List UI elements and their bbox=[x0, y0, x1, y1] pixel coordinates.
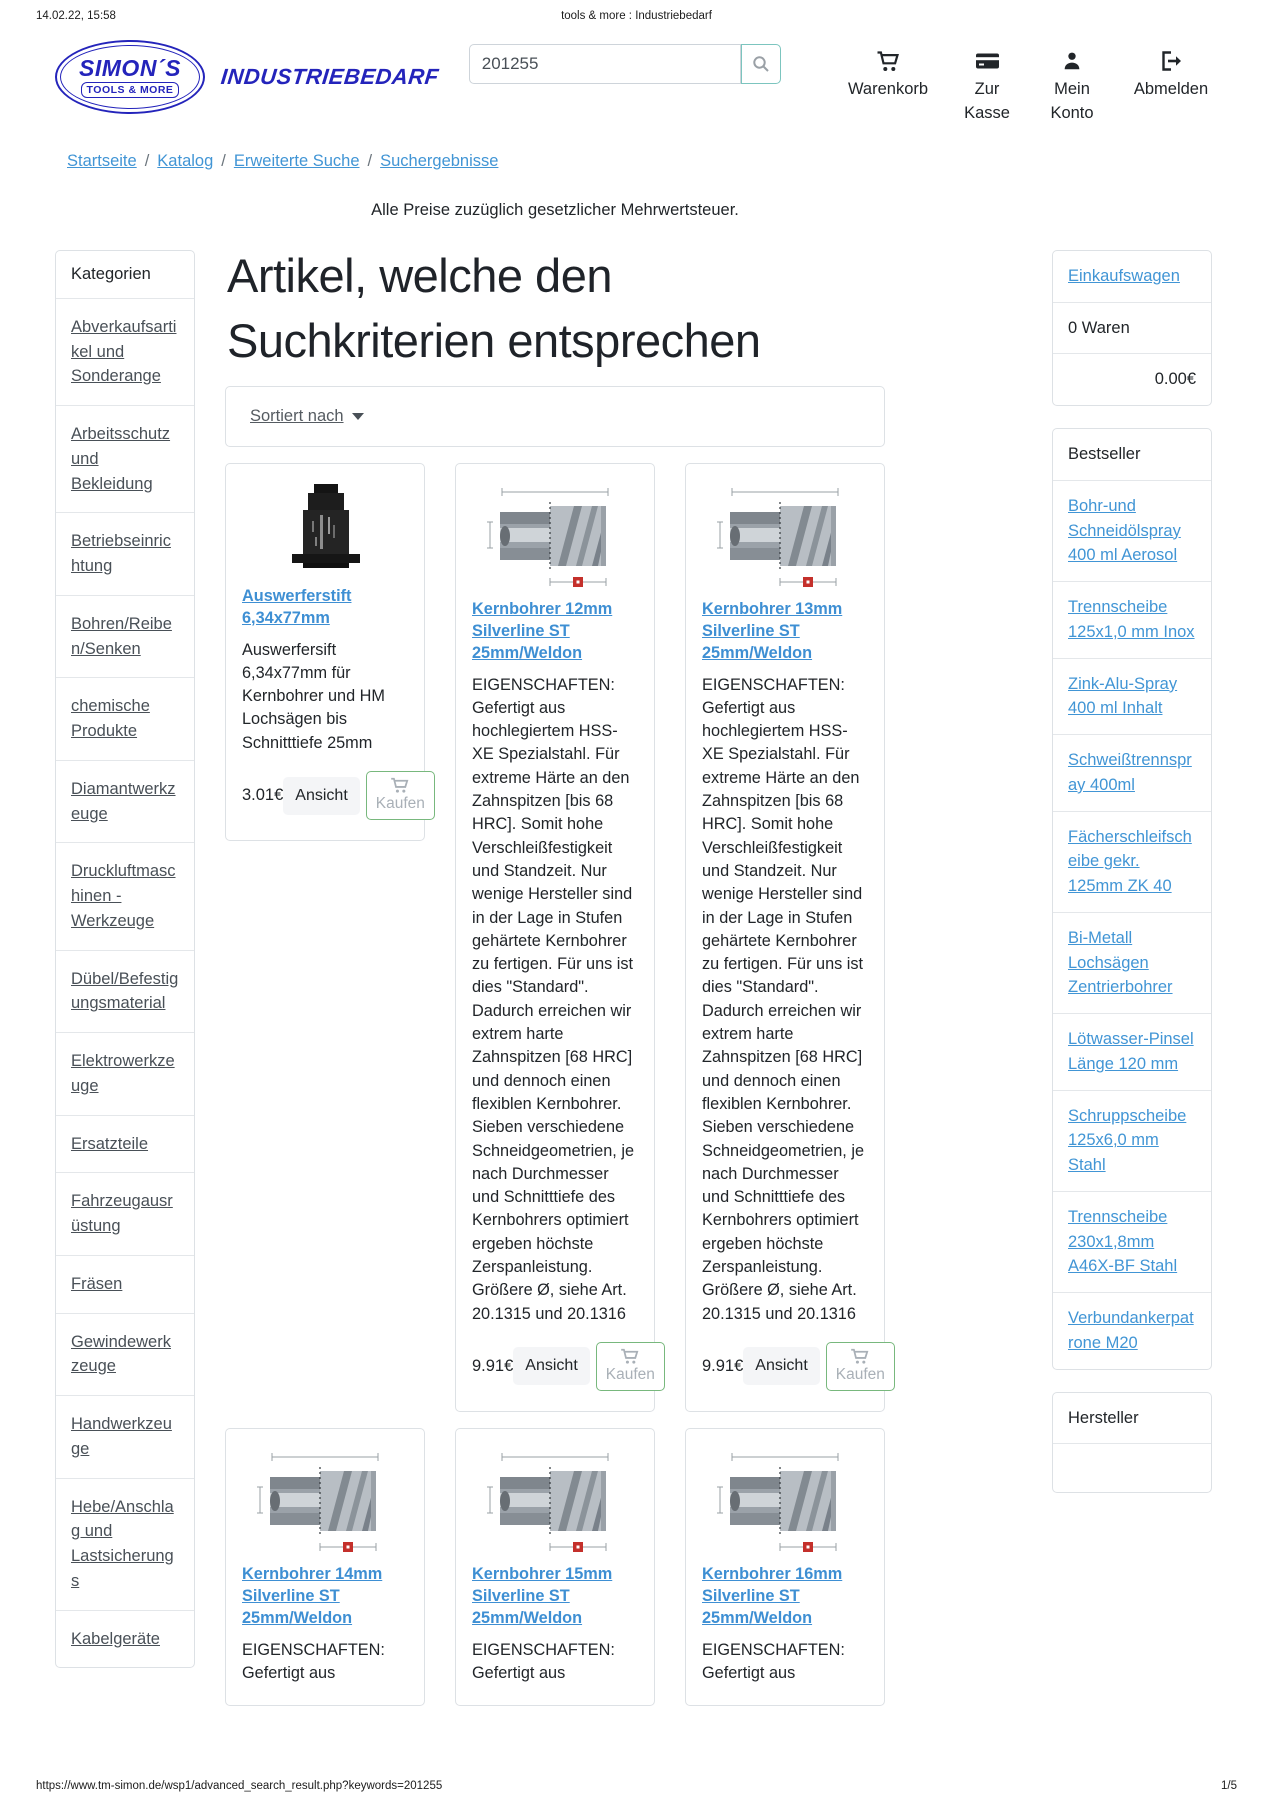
content-columns bbox=[0, 250, 1273, 1707]
cart-icon bbox=[620, 1348, 640, 1365]
nav-account[interactable] bbox=[1041, 48, 1103, 126]
cart-total: 0.00€ bbox=[1154, 370, 1196, 389]
product-actions bbox=[472, 1342, 655, 1391]
results-area bbox=[225, 250, 885, 1707]
category-link[interactable]: Elektrowerkzeuge bbox=[56, 1033, 194, 1116]
logo-wordmark: INDUSTRIEBEDARF bbox=[219, 64, 441, 89]
bestseller-link[interactable]: Bohr-und Schneidölspray 400 ml Aerosol bbox=[1068, 496, 1181, 565]
results-title: Artikel, welche den Suchkriterien entsprechen bbox=[227, 248, 761, 367]
vat-notice: Alle Preise zuzüglich gesetzlicher Mehrwertsteuer. bbox=[371, 200, 739, 219]
product-image[interactable] bbox=[472, 482, 638, 590]
product-card bbox=[455, 463, 655, 1412]
magnifier-icon bbox=[751, 54, 771, 74]
view-button[interactable]: Ansicht bbox=[283, 777, 359, 815]
nav-checkout[interactable] bbox=[959, 48, 1015, 126]
product-price: 3.01€ bbox=[242, 786, 284, 805]
bestseller-title: Bestseller bbox=[1053, 429, 1211, 481]
product-image[interactable] bbox=[702, 1447, 868, 1555]
product-actions bbox=[242, 771, 425, 820]
nav-checkout-label: Zur Kasse bbox=[964, 80, 1010, 122]
sort-label: Sortiert nach bbox=[250, 406, 344, 425]
product-title-link[interactable]: Kernbohrer 14mm Silverline ST 25mm/Weldon bbox=[242, 1564, 383, 1627]
product-actions bbox=[702, 1342, 885, 1391]
product-image[interactable] bbox=[242, 1447, 408, 1555]
footer-url: https://www.tm-simon.de/wsp1/advanced_search_result.php?keywords=201255 bbox=[36, 1780, 443, 1792]
bestseller-link[interactable]: Lötwasser-Pinsel Länge 120 mm bbox=[1068, 1030, 1194, 1073]
search-input[interactable] bbox=[469, 44, 741, 84]
buy-button[interactable] bbox=[826, 1342, 895, 1391]
buy-button-label: Kaufen bbox=[375, 795, 425, 813]
category-link[interactable]: Arbeitsschutz und Bekleidung bbox=[56, 406, 194, 513]
product-image[interactable] bbox=[242, 482, 408, 577]
manufacturer-widget bbox=[1052, 1392, 1212, 1494]
search-button[interactable] bbox=[741, 44, 781, 84]
breadcrumb-advanced-search[interactable]: Erweiterte Suche bbox=[233, 151, 360, 170]
bestseller-link[interactable]: Trennscheibe 230x1,8mm A46X-BF Stahl bbox=[1068, 1207, 1178, 1276]
header-nav bbox=[843, 40, 1213, 126]
product-title-link[interactable]: Kernbohrer 16mm Silverline ST 25mm/Weldon bbox=[702, 1564, 843, 1627]
logo-brand: SIMON´S bbox=[79, 54, 181, 81]
product-card bbox=[455, 1428, 655, 1707]
credit-card-icon bbox=[975, 48, 1000, 74]
category-link[interactable]: Druckluftmaschinen - Werkzeuge bbox=[56, 843, 194, 950]
manufacturer-title: Hersteller bbox=[1053, 1393, 1211, 1445]
sort-dropdown[interactable] bbox=[250, 407, 364, 426]
category-link[interactable]: Hebe/Anschlag und Lastsicherungs bbox=[56, 1479, 194, 1611]
nav-account-label: Mein Konto bbox=[1050, 80, 1094, 122]
breadcrumb-separator: / bbox=[221, 151, 226, 170]
cart-icon bbox=[390, 777, 410, 794]
product-card bbox=[685, 1428, 885, 1707]
category-link[interactable]: Abverkaufsartikel und Sonderange bbox=[56, 299, 194, 406]
product-image[interactable] bbox=[472, 1447, 638, 1555]
bestseller-widget bbox=[1052, 428, 1212, 1370]
cart-widget-link[interactable]: Einkaufswagen bbox=[1068, 266, 1180, 285]
category-link[interactable]: Gewindewerkzeuge bbox=[56, 1314, 194, 1397]
category-link[interactable]: Fräsen bbox=[56, 1256, 194, 1314]
product-title-link[interactable]: Auswerferstift 6,34x77mm bbox=[242, 586, 352, 627]
product-image[interactable] bbox=[702, 482, 868, 590]
print-datetime: 14.02.22, 15:58 bbox=[36, 10, 116, 22]
buy-button[interactable] bbox=[366, 771, 435, 820]
product-price: 9.91€ bbox=[702, 1356, 744, 1375]
bestseller-link[interactable]: Fächerschleifscheibe gekr. 125mm ZK 40 bbox=[1068, 827, 1192, 896]
view-button[interactable]: Ansicht bbox=[743, 1347, 819, 1385]
category-link[interactable]: Dübel/Befestigungsmaterial bbox=[56, 951, 194, 1034]
product-description: EIGENSCHAFTEN: Gefertigt aus bbox=[702, 1640, 845, 1683]
logo[interactable] bbox=[55, 40, 439, 114]
cart-widget bbox=[1052, 250, 1212, 406]
category-link[interactable]: Bohren/Reiben/Senken bbox=[56, 596, 194, 679]
product-description: EIGENSCHAFTEN: Gefertigt aus hochlegiertem HSS-XE Spezialstahl. Für extreme Härte an den Zahnspitzen [bis 68 HRC]. Somit hohe Verschleißfestigkeit und Standzeit. Nur wenige Hersteller sind in der Lage in Stufen gehärtete Kernbohrer zu fertigen. Für uns ist dies "Standard". Dadurch erreichen wir extrem harte Zahnspitzen [68 HRC] und dennoch einen flexiblen Kernbohrer. Sieben verschiedene Schneidgeometrien, je nach Durchmesser und Schnitttiefe des Kernbohrers optimiert ergeben höchste Zerspanleistung. Größere Ø, siehe Art. 20.1315 und 20.1316 bbox=[702, 675, 865, 1323]
product-description: EIGENSCHAFTEN: Gefertigt aus bbox=[242, 1640, 385, 1683]
right-sidebar bbox=[1052, 250, 1212, 1516]
breadcrumb-home[interactable]: Startseite bbox=[67, 151, 137, 170]
category-link[interactable]: Fahrzeugausrüstung bbox=[56, 1173, 194, 1256]
product-description: EIGENSCHAFTEN: Gefertigt aus hochlegiertem HSS-XE Spezialstahl. Für extreme Härte an den Zahnspitzen [bis 68 HRC]. Somit hohe Verschleißfestigkeit und Standzeit. Nur wenige Hersteller sind in der Lage in Stufen gehärtete Kernbohrer zu fertigen. Für uns ist dies "Standard". Dadurch erreichen wir extrem harte Zahnspitzen [68 HRC] und dennoch einen flexiblen Kernbohrer. Sieben verschiedene Schneidgeometrien, je nach Durchmesser und Schnitttiefe des Kernbohrers optimiert ergeben höchste Zerspanleistung. Größere Ø, siehe Art. 20.1315 und 20.1316 bbox=[472, 675, 635, 1323]
category-link[interactable]: Handwerkzeuge bbox=[56, 1396, 194, 1479]
cart-item-count: 0 Waren bbox=[1053, 303, 1211, 355]
manufacturer-select[interactable] bbox=[1053, 1444, 1211, 1492]
bestseller-link[interactable]: Schweißtrennspray 400ml bbox=[1068, 751, 1192, 794]
cart-icon bbox=[876, 48, 901, 74]
sort-box bbox=[225, 386, 885, 447]
product-card bbox=[685, 463, 885, 1412]
breadcrumb-separator: / bbox=[367, 151, 373, 170]
cart-icon bbox=[850, 1348, 870, 1365]
categories-panel bbox=[55, 250, 195, 1669]
sign-out-icon bbox=[1159, 48, 1183, 74]
view-button[interactable]: Ansicht bbox=[513, 1347, 589, 1385]
breadcrumb-search-results[interactable]: Suchergebnisse bbox=[380, 151, 499, 170]
nav-cart-label: Warenkorb bbox=[847, 80, 929, 98]
buy-button-label: Kaufen bbox=[605, 1365, 655, 1383]
footer-page-number: 1/5 bbox=[1221, 1780, 1237, 1792]
search-bar bbox=[469, 44, 781, 84]
buy-button[interactable] bbox=[596, 1342, 665, 1391]
logo-oval bbox=[55, 40, 205, 114]
nav-logout-label: Abmelden bbox=[1133, 80, 1209, 98]
product-card bbox=[225, 463, 425, 841]
product-title-link[interactable]: Kernbohrer 13mm Silverline ST 25mm/Weldon bbox=[702, 599, 843, 662]
nav-cart[interactable] bbox=[843, 48, 933, 126]
breadcrumb-catalog[interactable]: Katalog bbox=[157, 151, 214, 170]
category-link[interactable]: Betriebseinrichtung bbox=[56, 513, 194, 596]
product-price: 9.91€ bbox=[472, 1356, 514, 1375]
bestseller-link[interactable]: Verbundankerpatrone M20 bbox=[1068, 1309, 1194, 1352]
print-doc-title: tools & more : Industriebedarf bbox=[561, 10, 712, 22]
category-link[interactable]: chemische Produkte bbox=[56, 678, 194, 761]
bestseller-link[interactable]: Bi-Metall Lochsägen Zentrierbohrer bbox=[1068, 928, 1173, 997]
nav-logout[interactable] bbox=[1129, 48, 1213, 126]
bestseller-link[interactable]: Schruppscheibe 125x6,0 mm Stahl bbox=[1068, 1106, 1187, 1175]
product-card bbox=[225, 1428, 425, 1707]
product-title-link[interactable]: Kernbohrer 12mm Silverline ST 25mm/Weldon bbox=[472, 599, 613, 662]
breadcrumb bbox=[67, 152, 1273, 171]
logo-tagline: TOOLS & MORE bbox=[81, 82, 180, 98]
user-icon bbox=[1061, 48, 1083, 74]
category-link[interactable]: Diamantwerkzeuge bbox=[56, 761, 194, 844]
buy-button-label: Kaufen bbox=[835, 1365, 885, 1383]
product-description: EIGENSCHAFTEN: Gefertigt aus bbox=[472, 1640, 615, 1683]
bestseller-link[interactable]: Trennscheibe 125x1,0 mm Inox bbox=[1068, 598, 1195, 641]
category-link[interactable]: Ersatzteile bbox=[56, 1116, 194, 1174]
category-link[interactable]: Kabelgeräte bbox=[71, 1629, 160, 1648]
categories-title: Kategorien bbox=[56, 251, 194, 299]
breadcrumb-separator: / bbox=[144, 151, 150, 170]
product-title-link[interactable]: Kernbohrer 15mm Silverline ST 25mm/Weldon bbox=[472, 1564, 613, 1627]
product-description: Auswerfersift 6,34x77mm für Kernbohrer und HM Lochsägen bis Schnitttiefe 25mm bbox=[242, 640, 385, 752]
bestseller-link[interactable]: Zink-Alu-Spray 400 ml Inhalt bbox=[1068, 674, 1178, 718]
chevron-down-icon bbox=[352, 413, 364, 420]
product-grid bbox=[225, 463, 885, 1707]
